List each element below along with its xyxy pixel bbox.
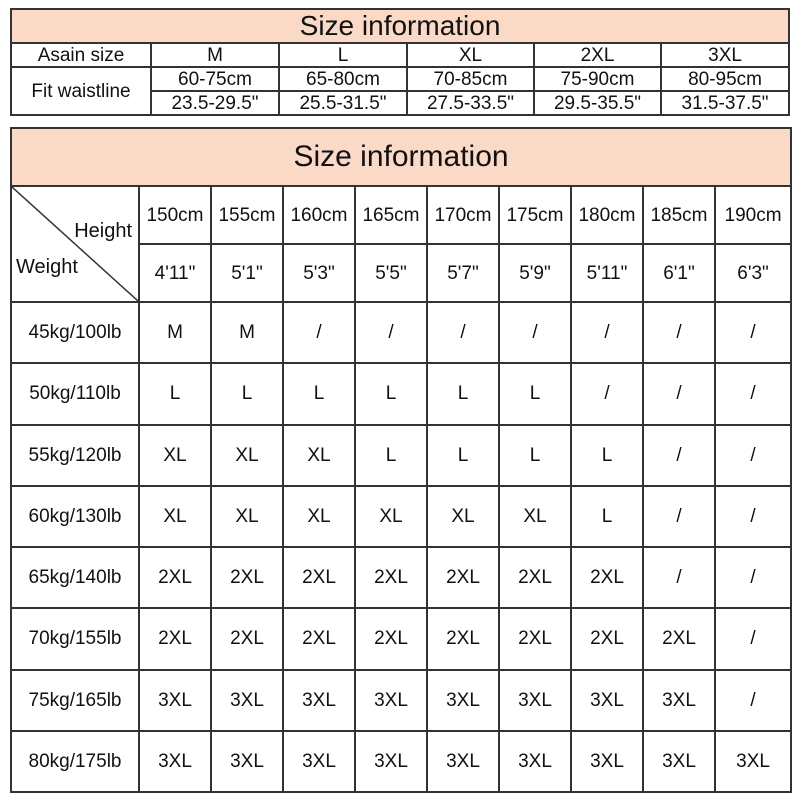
size-cell: L (499, 363, 571, 424)
size-cell: / (643, 363, 715, 424)
height-ft-header: 6'1" (643, 244, 715, 302)
size-cell: / (715, 547, 791, 608)
table-row (11, 547, 791, 608)
size-cell: / (643, 486, 715, 547)
waist-cm-cell: 60-75cm (151, 67, 279, 91)
table2-title: Size information (11, 128, 791, 186)
size-cell: L (427, 425, 499, 486)
size-cell: XL (283, 486, 355, 547)
height-ft-header: 5'3" (283, 244, 355, 302)
size-header: 2XL (534, 43, 661, 67)
height-cm-header: 165cm (355, 186, 427, 244)
size-cell: / (571, 363, 643, 424)
table-row (11, 363, 791, 424)
size-cell: 3XL (571, 731, 643, 792)
weight-label: 75kg/165lb (11, 670, 139, 731)
height-weight-size-table (10, 127, 792, 793)
size-cell: 3XL (427, 670, 499, 731)
size-cell: 2XL (571, 547, 643, 608)
size-cell: L (355, 363, 427, 424)
height-cm-header: 150cm (139, 186, 211, 244)
size-header: M (151, 43, 279, 67)
size-header: L (279, 43, 407, 67)
size-cell: 2XL (283, 547, 355, 608)
size-cell: 3XL (211, 670, 283, 731)
size-cell: / (715, 302, 791, 363)
weight-label: 60kg/130lb (11, 486, 139, 547)
size-cell: 3XL (355, 731, 427, 792)
size-cell: L (139, 363, 211, 424)
weight-label: 80kg/175lb (11, 731, 139, 792)
table-row (11, 425, 791, 486)
size-cell: / (427, 302, 499, 363)
weight-axis-label: Weight (16, 256, 78, 278)
height-cm-header: 180cm (571, 186, 643, 244)
height-ft-header: 5'11" (571, 244, 643, 302)
size-cell: / (715, 425, 791, 486)
size-cell: 2XL (139, 547, 211, 608)
size-cell: XL (139, 425, 211, 486)
height-cm-header: 155cm (211, 186, 283, 244)
size-cell: XL (211, 425, 283, 486)
size-cell: L (355, 425, 427, 486)
size-cell: 2XL (571, 608, 643, 669)
table-row (11, 608, 791, 669)
size-cell: 3XL (283, 670, 355, 731)
weight-label: 45kg/100lb (11, 302, 139, 363)
waist-row-label: Fit waistline (11, 67, 151, 115)
weight-label: 65kg/140lb (11, 547, 139, 608)
size-cell: 2XL (139, 608, 211, 669)
size-cell: L (571, 486, 643, 547)
size-header: 3XL (661, 43, 789, 67)
size-cell: 3XL (211, 731, 283, 792)
size-cell: / (715, 670, 791, 731)
size-cell: 3XL (499, 670, 571, 731)
size-cell: XL (283, 425, 355, 486)
size-cell: 3XL (571, 670, 643, 731)
table-row (11, 731, 791, 792)
height-cm-header: 190cm (715, 186, 791, 244)
table-row (11, 302, 791, 363)
size-cell: XL (427, 486, 499, 547)
size-cell: M (139, 302, 211, 363)
height-cm-header: 160cm (283, 186, 355, 244)
size-cell: 2XL (283, 608, 355, 669)
size-cell: XL (355, 486, 427, 547)
height-ft-header: 5'1" (211, 244, 283, 302)
size-cell: / (715, 608, 791, 669)
waist-cm-cell: 80-95cm (661, 67, 789, 91)
table1-title: Size information (11, 9, 789, 43)
waist-inch-cell: 31.5-37.5" (661, 91, 789, 115)
waist-inch-cell: 23.5-29.5" (151, 91, 279, 115)
height-cm-header: 170cm (427, 186, 499, 244)
size-cell: 3XL (139, 731, 211, 792)
size-cell: / (571, 302, 643, 363)
size-cell: 2XL (355, 608, 427, 669)
weight-label: 50kg/110lb (11, 363, 139, 424)
size-cell: 2XL (499, 547, 571, 608)
size-cell: 3XL (427, 731, 499, 792)
corner-header (11, 186, 139, 302)
height-ft-header: 5'9" (499, 244, 571, 302)
size-cell: 3XL (283, 731, 355, 792)
waist-cm-cell: 65-80cm (279, 67, 407, 91)
size-cell: XL (139, 486, 211, 547)
size-cell: XL (211, 486, 283, 547)
height-ft-header: 5'7" (427, 244, 499, 302)
size-cell: 2XL (211, 547, 283, 608)
size-cell: 3XL (643, 670, 715, 731)
size-cell: 3XL (715, 731, 791, 792)
size-cell: / (715, 363, 791, 424)
height-axis-label: Height (74, 220, 132, 242)
size-cell: 3XL (139, 670, 211, 731)
table-row (11, 486, 791, 547)
size-cell: 2XL (427, 547, 499, 608)
weight-label: 70kg/155lb (11, 608, 139, 669)
size-cell: / (283, 302, 355, 363)
waistline-size-table (10, 8, 790, 116)
size-cell: / (715, 486, 791, 547)
size-cell: 2XL (211, 608, 283, 669)
size-cell: / (643, 425, 715, 486)
height-ft-header: 4'11" (139, 244, 211, 302)
height-cm-header: 185cm (643, 186, 715, 244)
size-cell: 2XL (427, 608, 499, 669)
size-cell: / (643, 547, 715, 608)
size-cell: 3XL (355, 670, 427, 731)
size-cell: L (499, 425, 571, 486)
height-ft-header: 6'3" (715, 244, 791, 302)
size-header: XL (407, 43, 534, 67)
size-cell: / (499, 302, 571, 363)
waist-inch-cell: 27.5-33.5" (407, 91, 534, 115)
size-cell: L (283, 363, 355, 424)
size-row-label: Asain size (11, 43, 151, 67)
size-cell: 3XL (499, 731, 571, 792)
waist-cm-cell: 75-90cm (534, 67, 661, 91)
size-cell: / (643, 302, 715, 363)
size-cell: 2XL (643, 608, 715, 669)
size-cell: / (355, 302, 427, 363)
waist-inch-cell: 25.5-31.5" (279, 91, 407, 115)
height-cm-header: 175cm (499, 186, 571, 244)
diagonal-divider (12, 187, 138, 301)
waist-cm-cell: 70-85cm (407, 67, 534, 91)
size-cell: L (211, 363, 283, 424)
size-cell: L (571, 425, 643, 486)
size-cell: XL (499, 486, 571, 547)
table-row (11, 670, 791, 731)
size-cell: L (427, 363, 499, 424)
size-cell: 2XL (499, 608, 571, 669)
weight-label: 55kg/120lb (11, 425, 139, 486)
size-cell: M (211, 302, 283, 363)
size-cell: 2XL (355, 547, 427, 608)
height-ft-header: 5'5" (355, 244, 427, 302)
waist-inch-cell: 29.5-35.5" (534, 91, 661, 115)
size-cell: 3XL (643, 731, 715, 792)
